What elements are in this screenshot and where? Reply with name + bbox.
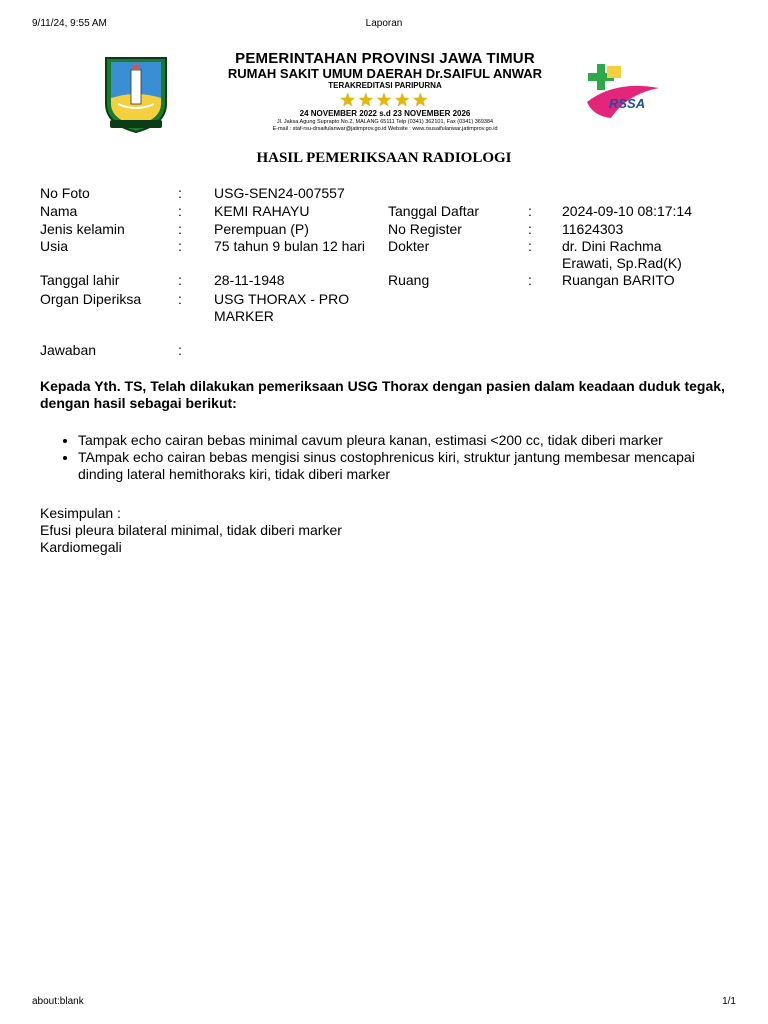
print-url: about:blank xyxy=(32,996,84,1007)
print-datetime: 9/11/24, 9:55 AM xyxy=(32,18,107,29)
conclusion-label: Kesimpulan : xyxy=(40,505,121,521)
rssa-logo-text: RSSA xyxy=(609,96,646,111)
no-register-value: 11624303 xyxy=(562,221,624,237)
letterhead xyxy=(0,50,768,135)
dokter-value: dr. Dini Rachma Erawati, Sp.Rad(K) xyxy=(562,238,682,271)
hospital-contact: E-mail : staf-rsu-drsaifulanwar@jatimprov.go.id Website : www.rsusaifulanwar.jatimprov.go.id xyxy=(272,126,498,132)
star-rating-icon: ★★★★★ xyxy=(339,90,431,110)
colon: : xyxy=(528,203,532,219)
usia-label: Usia xyxy=(40,238,69,254)
hospital-address: Jl. Jaksa Agung Suprapto No.2, MALANG 65111 Telp (0341) 362101, Fax (0341) 369384 xyxy=(276,119,494,125)
jenis-kelamin-value: Perempuan (P) xyxy=(214,221,309,237)
no-foto-value: USG-SEN24-007557 xyxy=(214,185,345,201)
colon: : xyxy=(528,221,532,237)
colon: : xyxy=(178,221,182,237)
print-page-number: 1/1 xyxy=(722,996,736,1007)
nama-value: KEMI RAHAYU xyxy=(214,203,310,219)
nama-label: Nama xyxy=(40,203,78,219)
finding-item: • Tampak echo cairan bebas minimal cavum pleura kanan, estimasi <200 cc, tidak diberi marker xyxy=(78,432,740,449)
report-intro: Kepada Yth. TS, Telah dilakukan pemeriksaan USG Thorax dengan pasien dalam keadaan duduk tegak, dengan hasil sebagai berikut: xyxy=(40,378,725,411)
colon: : xyxy=(528,238,532,254)
colon: : xyxy=(178,185,182,201)
tanggal-lahir-value: 28-11-1948 xyxy=(214,272,285,288)
findings-list xyxy=(40,432,740,483)
tanggal-daftar-value: 2024-09-10 08:17:14 xyxy=(562,203,692,219)
accreditation: TERAKREDITASI PARIPURNA xyxy=(328,81,442,90)
colon: : xyxy=(178,342,182,358)
jenis-kelamin-label: Jenis kelamin xyxy=(40,221,125,237)
letterhead-text xyxy=(185,50,585,133)
organ-value: USG THORAX - PRO MARKER xyxy=(214,291,350,324)
ruang-label: Ruang xyxy=(388,272,430,288)
print-doc-title: Laporan xyxy=(365,18,403,29)
usia-value: 75 tahun 9 bulan 12 hari xyxy=(214,238,366,254)
tanggal-lahir-label: Tanggal lahir xyxy=(40,272,120,288)
no-register-label: No Register xyxy=(388,221,462,237)
colon: : xyxy=(178,272,182,288)
organ-label: Organ Diperiksa xyxy=(40,291,142,307)
no-foto-label: No Foto xyxy=(40,185,90,201)
rssa-logo-icon xyxy=(585,58,665,128)
page-title: HASIL PEMERIKSAAN RADIOLOGI xyxy=(256,150,512,166)
colon: : xyxy=(178,238,182,254)
colon: : xyxy=(528,272,532,288)
colon: : xyxy=(178,291,182,307)
dokter-label: Dokter xyxy=(388,238,430,254)
hospital-name: RUMAH SAKIT UMUM DAERAH Dr.SAIFUL ANWAR xyxy=(227,66,543,81)
conclusion-item: Efusi pleura bilateral minimal, tidak diberi marker xyxy=(40,522,342,538)
tanggal-daftar-label: Tanggal Daftar xyxy=(388,203,480,219)
report-body xyxy=(40,378,740,556)
east-java-emblem-icon xyxy=(100,54,172,134)
gov-name: PEMERINTAHAN PROVINSI JAWA TIMUR xyxy=(235,50,535,67)
ruang-value: Ruangan BARITO xyxy=(562,272,675,288)
accreditation-period: 24 NOVEMBER 2022 s.d 23 NOVEMBER 2026 xyxy=(299,109,471,118)
finding-item: • TAmpak echo cairan bebas mengisi sinus costophrenicus kiri, struktur jantung membesar mencapai dinding lateral hemithoraks kiri, tidak diberi marker xyxy=(78,449,740,483)
colon: : xyxy=(178,203,182,219)
conclusion-item: Kardiomegali xyxy=(40,539,122,555)
jawaban-label: Jawaban xyxy=(40,342,97,358)
